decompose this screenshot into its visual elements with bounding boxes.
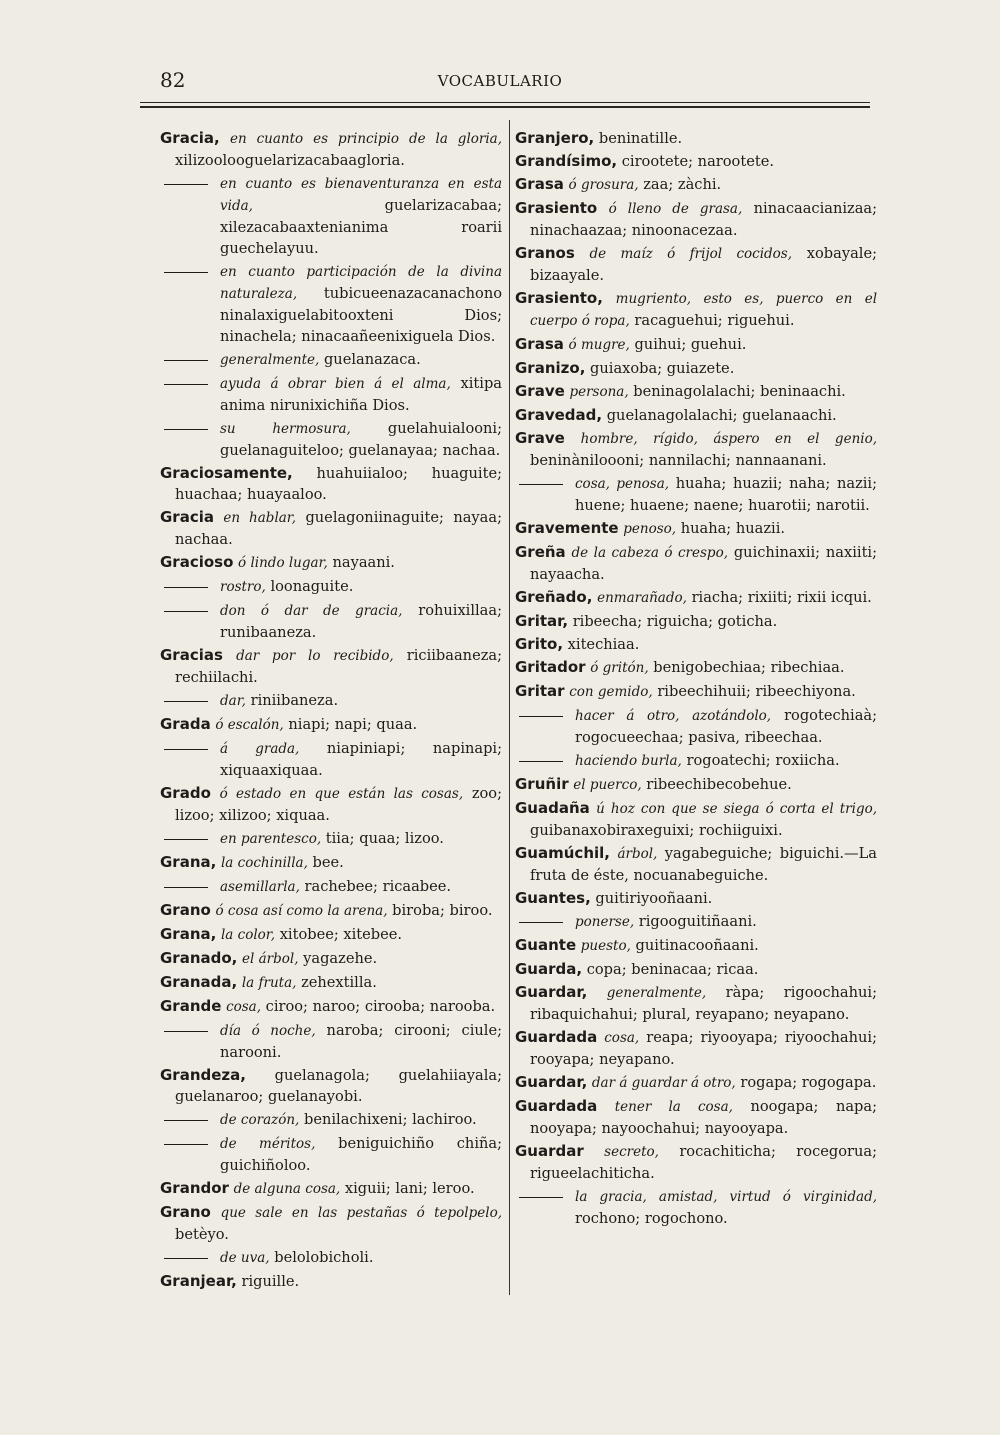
zapotec-translation: ribeechihuii; ribeechiyona.: [657, 683, 856, 700]
zapotec-translation: zehextilla.: [301, 974, 377, 991]
headword: Gracioso: [160, 553, 234, 571]
headword: Grasa: [515, 175, 564, 193]
spanish-gloss: en parentesco,: [220, 831, 322, 847]
dictionary-entry: [160, 463, 502, 505]
zapotec-translation: guitinacooñaani.: [635, 937, 759, 954]
header-rule-thick: [140, 106, 870, 108]
dictionary-entry: [160, 507, 502, 550]
spanish-gloss: de alguna cosa,: [233, 1181, 341, 1197]
spanish-gloss: la gracia, amistad, virtud ó virginidad,: [575, 1189, 877, 1205]
dictionary-subentry: [160, 828, 502, 850]
zapotec-translation: beninàniloooni; nannilachi; nannaanani.: [530, 452, 827, 469]
spanish-gloss: generalmente,: [606, 985, 707, 1001]
headword: Granada,: [160, 973, 238, 991]
zapotec-translation: ràpa; rigoochahui; ribaquichahui; plural, reyapano; neyapano.: [530, 984, 877, 1023]
zapotec-translation: racaguehui; riguehui.: [634, 312, 795, 329]
headword: Guamúchil,: [515, 844, 610, 862]
spanish-gloss: su hermosura,: [220, 421, 351, 437]
dictionary-entry: [515, 1072, 877, 1094]
headword: Grasa: [515, 335, 564, 353]
spanish-gloss: la color,: [220, 927, 276, 943]
dictionary-entry: [160, 552, 502, 574]
spanish-gloss: ayuda á obrar bien á el alma,: [220, 376, 451, 392]
headword: Grana,: [160, 853, 217, 871]
zapotec-translation: rocachiticha; rocegorua; rigueelachiticha.: [530, 1143, 878, 1182]
zapotec-translation: guitiriyooñaani.: [595, 890, 713, 907]
spanish-gloss: el puerco,: [573, 777, 642, 793]
headword: Guardar,: [515, 983, 588, 1001]
headword: Grande: [160, 997, 222, 1015]
dictionary-subentry: [160, 1109, 502, 1131]
header-rule: [140, 102, 870, 103]
headword: Gracia: [160, 508, 214, 526]
zapotec-translation: copa; beninacaa; ricaa.: [586, 961, 759, 978]
spanish-gloss: ponerse,: [575, 914, 635, 930]
dictionary-entry: [160, 996, 502, 1018]
dictionary-entry: [515, 128, 877, 149]
ditto-dash: [519, 922, 563, 923]
dictionary-subentry: [160, 690, 502, 712]
spanish-gloss: secreto,: [604, 1144, 659, 1160]
zapotec-translation: guichinaxii; naxiiti; nayaacha.: [530, 544, 878, 583]
headword: Grito,: [515, 635, 564, 653]
zapotec-translation: guelanazaca.: [323, 351, 421, 368]
headword: Guardada: [515, 1028, 598, 1046]
zapotec-translation: reapa; riyooyapa; riyoochahui; rooyapa; neyapano.: [530, 1029, 878, 1068]
column-divider: [509, 120, 510, 1295]
spanish-gloss: hombre, rígido, áspero en el genio,: [580, 431, 877, 447]
spanish-gloss: ó lindo lugar,: [238, 555, 328, 571]
ditto-dash: [164, 1120, 208, 1121]
dictionary-subentry: [515, 911, 877, 933]
dictionary-entry: [515, 288, 877, 332]
dictionary-subentry: [160, 418, 502, 461]
spanish-gloss: ó lleno de grasa,: [608, 201, 743, 217]
spanish-gloss: generalmente,: [220, 352, 320, 368]
headword: Gritar,: [515, 612, 569, 630]
zapotec-translation: nayaani.: [332, 554, 395, 571]
ditto-dash: [164, 360, 208, 361]
zapotec-translation: benigobechiaa; ribechiaa.: [653, 659, 845, 676]
zapotec-translation: rogapa; rogogapa.: [740, 1074, 877, 1091]
headword: Gracias: [160, 646, 223, 664]
zapotec-translation: huaha; huazii; naha; nazii; huene; huaene; naene; huarotii; narotii.: [575, 475, 878, 514]
zapotec-translation: rochono; rogochono.: [575, 1210, 728, 1227]
dictionary-entry: [515, 935, 877, 957]
headword: Grano: [160, 1203, 211, 1221]
spanish-gloss: árbol,: [617, 846, 658, 862]
headword: Gruñir: [515, 775, 569, 793]
dictionary-subentry: [160, 173, 502, 259]
dictionary-subentry: [160, 600, 502, 643]
dictionary-entry: [515, 358, 877, 379]
headword: Grave: [515, 382, 565, 400]
headword: Guantes,: [515, 889, 591, 907]
dictionary-entry: [160, 900, 502, 922]
spanish-gloss: en hablar,: [223, 510, 297, 526]
ditto-dash: [164, 887, 208, 888]
dictionary-entry: [515, 1027, 877, 1070]
dictionary-entry: [160, 1271, 502, 1292]
spanish-gloss: de maíz ó frijol cocidos,: [589, 246, 793, 262]
zapotec-translation: betèyo.: [175, 1226, 229, 1243]
headword: Gravedad,: [515, 406, 603, 424]
spanish-gloss: á grada,: [220, 741, 300, 757]
dictionary-entry: [515, 611, 877, 632]
ditto-dash: [164, 749, 208, 750]
spanish-gloss: de méritos,: [220, 1136, 316, 1152]
dictionary-entry: [515, 542, 877, 585]
spanish-gloss: con gemido,: [569, 684, 653, 700]
headword: Granjear,: [160, 1272, 237, 1290]
dictionary-entry: [160, 948, 502, 970]
spanish-gloss: ó grosura,: [568, 177, 639, 193]
headword: Granos: [515, 244, 575, 262]
spanish-gloss: de uva,: [220, 1250, 270, 1266]
headword: Grandeza,: [160, 1066, 246, 1084]
dictionary-entry: [515, 774, 877, 796]
headword: Grasiento,: [515, 289, 603, 307]
headword: Grandísimo,: [515, 152, 618, 170]
zapotec-translation: xitobee; xitebee.: [279, 926, 403, 943]
zapotec-translation: guelagoniinaguite; nayaa; nachaa.: [175, 509, 502, 548]
ditto-dash: [164, 587, 208, 588]
zapotec-translation: beninagolalachi; beninaachi.: [633, 383, 846, 400]
zapotec-translation: benilachixeni; lachiroo.: [303, 1111, 477, 1128]
dictionary-entry: [160, 783, 502, 826]
dictionary-subentry: [160, 349, 502, 371]
spanish-gloss: tener la cosa,: [614, 1099, 733, 1115]
headword: Granjero,: [515, 129, 595, 147]
zapotec-translation: tubicueenazacanachono ninalaxiguelabitooxteni Dios; ninachela; ninacaañeenixiguela Dios.: [220, 285, 502, 345]
zapotec-translation: niapi; napi; quaa.: [288, 716, 418, 733]
spanish-gloss: en cuanto es bienaventuranza en esta vida,: [220, 176, 502, 214]
zapotec-translation: niapiniapi; napinapi; xiquaaxiquaa.: [220, 740, 503, 779]
spanish-gloss: de la cabeza ó crespo,: [571, 545, 728, 561]
zapotec-translation: huaha; huazii.: [680, 520, 786, 537]
spanish-gloss: el árbol,: [242, 951, 299, 967]
spanish-gloss: rostro,: [220, 579, 266, 595]
dictionary-entry: [515, 634, 877, 655]
dictionary-entry: [160, 128, 502, 171]
spanish-gloss: puesto,: [580, 938, 631, 954]
headword: Grano: [160, 901, 211, 919]
zapotec-translation: ribeechibecobehue.: [646, 776, 792, 793]
spanish-gloss: en cuanto es principio de la gloria,: [229, 131, 503, 147]
spanish-gloss: la fruta,: [241, 975, 297, 991]
zapotec-translation: huahuiialoo; huaguite; huachaa; huayaaloo.: [175, 465, 502, 503]
dictionary-subentry: [160, 876, 502, 898]
zapotec-translation: rogoatechi; roxiicha.: [686, 752, 840, 769]
zapotec-translation: yagabeguiche; biguichi.—La fruta de éste, nocuanabeguiche.: [530, 845, 878, 884]
headword: Guardada: [515, 1097, 598, 1115]
dictionary-subentry: [160, 1247, 502, 1269]
zapotec-translation: guelarizacabaa; xilezacabaaxtenianima roarii guechelayuu.: [220, 197, 502, 257]
headword: Granizo,: [515, 359, 586, 377]
dictionary-entry: [515, 587, 877, 609]
zapotec-translation: bee.: [312, 854, 344, 871]
headword: Granado,: [160, 949, 238, 967]
dictionary-entry: [160, 1202, 502, 1245]
dictionary-subentry: [160, 738, 502, 781]
spanish-gloss: haciendo burla,: [575, 753, 682, 769]
dictionary-entry: [515, 657, 877, 679]
ditto-dash: [164, 429, 208, 430]
spanish-gloss: don ó dar de gracia,: [220, 603, 403, 619]
page-number: 82: [160, 68, 186, 92]
headword: Gritar: [515, 682, 565, 700]
headword: Grada: [160, 715, 211, 733]
spanish-gloss: de corazón,: [220, 1112, 300, 1128]
headword: Grave: [515, 429, 565, 447]
dictionary-subentry: [160, 576, 502, 598]
dictionary-subentry: [515, 473, 877, 516]
spanish-gloss: cosa, penosa,: [575, 476, 670, 492]
headword: Guadaña: [515, 799, 590, 817]
spanish-gloss: persona,: [569, 384, 629, 400]
dictionary-entry: [515, 1096, 877, 1139]
dictionary-entry: [160, 1178, 502, 1200]
headword: Greña: [515, 543, 566, 561]
ditto-dash: [164, 1031, 208, 1032]
spanish-gloss: en cuanto participación de la divina naturaleza,: [220, 264, 502, 302]
dictionary-subentry: [160, 1133, 502, 1176]
spanish-gloss: la cochinilla,: [220, 855, 308, 871]
ditto-dash: [519, 484, 563, 485]
headword: Guante: [515, 936, 577, 954]
ditto-dash: [164, 1144, 208, 1145]
dictionary-entry: [515, 843, 877, 886]
spanish-gloss: dar á guardar á otro,: [591, 1075, 736, 1091]
headword: Grandor: [160, 1179, 229, 1197]
headword: Grasiento: [515, 199, 598, 217]
dictionary-entry: [160, 714, 502, 736]
zapotec-translation: guihui; guehui.: [634, 336, 747, 353]
spanish-gloss: ó mugre,: [568, 337, 630, 353]
zapotec-translation: ninacaacianizaa; ninachaazaa; ninoonacezaa.: [530, 200, 878, 239]
spanish-gloss: asemillarla,: [220, 879, 300, 895]
headword: Greñado,: [515, 588, 593, 606]
right-column: [515, 128, 877, 1231]
headword: Gravemente: [515, 519, 619, 537]
ditto-dash: [519, 761, 563, 762]
zapotec-translation: yagazehe.: [303, 950, 378, 967]
headword: Guardar: [515, 1142, 584, 1160]
zapotec-translation: riguille.: [241, 1273, 300, 1290]
zapotec-translation: zoo; lizoo; xilizoo; xiquaa.: [175, 785, 503, 824]
zapotec-translation: xitipa anima niruniхichiña Dios.: [220, 375, 503, 414]
zapotec-translation: ribeecha; riguicha; goticha.: [572, 613, 778, 630]
zapotec-translation: loonaguite.: [270, 578, 354, 595]
spanish-gloss: ó estado en que están las cosas,: [219, 786, 464, 802]
spanish-gloss: dar por lo recibido,: [236, 648, 394, 664]
zapotec-translation: beniguichiño chiña; guichiñoloo.: [220, 1135, 503, 1174]
dictionary-entry: [160, 924, 502, 946]
dictionary-subentry: [515, 1186, 877, 1229]
headword: Gracia,: [160, 129, 220, 147]
zapotec-translation: rigooguitiñaani.: [638, 913, 757, 930]
dictionary-entry: [515, 959, 877, 980]
zapotec-translation: guelanagola; guelahiiayala; guelanaroo; guelanayobi.: [175, 1067, 502, 1105]
dictionary-entry: [515, 334, 877, 356]
headword: Graciosamente,: [160, 464, 293, 482]
spanish-gloss: cosa,: [604, 1030, 640, 1046]
dictionary-subentry: [160, 261, 502, 347]
spanish-gloss: que sale en las pestañas ó tepolpelo,: [220, 1205, 502, 1221]
zapotec-translation: belolobicholi.: [274, 1249, 374, 1266]
dictionary-entry: [160, 1065, 502, 1107]
spanish-gloss: ó gritón,: [590, 660, 649, 676]
dictionary-entry: [515, 888, 877, 909]
zapotec-translation: rogotechiaà; rogocueechaa; pasiva, ribeechaa.: [575, 707, 878, 746]
zapotec-translation: zaa; zàchi.: [643, 176, 722, 193]
ditto-dash: [164, 272, 208, 273]
zapotec-translation: noogapa; napa; nooyapa; nayoochahui; nayooyapa.: [530, 1098, 878, 1137]
dictionary-entry: [515, 428, 877, 471]
left-column: [160, 128, 502, 1294]
dictionary-entry: [160, 972, 502, 994]
headword: Grana,: [160, 925, 217, 943]
headword: Guarda,: [515, 960, 583, 978]
headword: Grado: [160, 784, 211, 802]
ditto-dash: [164, 839, 208, 840]
spanish-gloss: ú hoz con que se siega ó corta el trigo,: [596, 801, 878, 817]
dictionary-entry: [160, 645, 502, 688]
dictionary-entry: [515, 151, 877, 172]
zapotec-translation: beninatille.: [598, 130, 683, 147]
ditto-dash: [519, 1197, 563, 1198]
dictionary-entry: [515, 198, 877, 241]
zapotec-translation: riniibaneza.: [250, 692, 339, 709]
ditto-dash: [164, 1258, 208, 1259]
ditto-dash: [164, 701, 208, 702]
zapotec-translation: xiguii; lani; leroo.: [344, 1180, 475, 1197]
zapotec-translation: xilizoolooguelarizacabaagloria.: [175, 152, 405, 169]
dictionary-entry: [515, 405, 877, 426]
spanish-gloss: ó cosa así como la arena,: [215, 903, 388, 919]
dictionary-subentry: [160, 373, 502, 416]
running-head: VOCABULARIO: [437, 72, 563, 90]
zapotec-translation: rohuixillaa; runibaaneza.: [220, 602, 502, 641]
zapotec-translation: rachebee; ricaabee.: [304, 878, 452, 895]
spanish-gloss: hacer á otro, azotándolo,: [575, 708, 772, 724]
dictionary-entry: [515, 798, 877, 841]
zapotec-translation: guelanagolalachi; guelanaachi.: [606, 407, 837, 424]
dictionary-subentry: [515, 750, 877, 772]
dictionary-entry: [515, 381, 877, 403]
spanish-gloss: día ó noche,: [220, 1023, 316, 1039]
zapotec-translation: guibanaxobiraxeguixi; rochiiguixi.: [530, 822, 783, 839]
ditto-dash: [519, 716, 563, 717]
dictionary-subentry: [160, 1020, 502, 1063]
ditto-dash: [164, 611, 208, 612]
zapotec-translation: riciibaaneza; rechiilachi.: [175, 647, 503, 686]
spanish-gloss: dar,: [220, 693, 246, 709]
zapotec-translation: xobayale; bizaayale.: [530, 245, 877, 284]
ditto-dash: [164, 384, 208, 385]
dictionary-entry: [515, 174, 877, 196]
spanish-gloss: enmarañado,: [597, 590, 687, 606]
dictionary-entry: [515, 1141, 877, 1184]
dictionary-entry: [160, 852, 502, 874]
ditto-dash: [164, 184, 208, 185]
zapotec-translation: tiia; quaa; lizoo.: [325, 830, 444, 847]
spanish-gloss: ó escalón,: [215, 717, 284, 733]
zapotec-translation: ciroo; naroo; cirooba; narooba.: [265, 998, 496, 1015]
zapotec-translation: cirootete; narootete.: [621, 153, 774, 170]
spanish-gloss: penoso,: [623, 521, 677, 537]
dictionary-entry: [515, 518, 877, 540]
zapotec-translation: guelahuialooni; guelanaguiteloo; guelanayaa; nachaa.: [220, 420, 502, 459]
spanish-gloss: mugriento, esto es, puerco en el cuerpo ó ropa,: [530, 291, 878, 329]
spanish-gloss: cosa,: [226, 999, 262, 1015]
headword: Gritador: [515, 658, 586, 676]
headword: Guardar,: [515, 1073, 588, 1091]
zapotec-translation: xitechiaa.: [567, 636, 640, 653]
dictionary-entry: [515, 982, 877, 1025]
zapotec-translation: biroba; biroo.: [392, 902, 493, 919]
zapotec-translation: riacha; rixiiti; rixii icqui.: [691, 589, 872, 606]
dictionary-subentry: [515, 705, 877, 748]
dictionary-entry: [515, 243, 877, 286]
zapotec-translation: guiaxoba; guiazete.: [590, 360, 735, 377]
zapotec-translation: naroba; cirooni; ciule; narooni.: [220, 1022, 503, 1061]
dictionary-entry: [515, 681, 877, 703]
